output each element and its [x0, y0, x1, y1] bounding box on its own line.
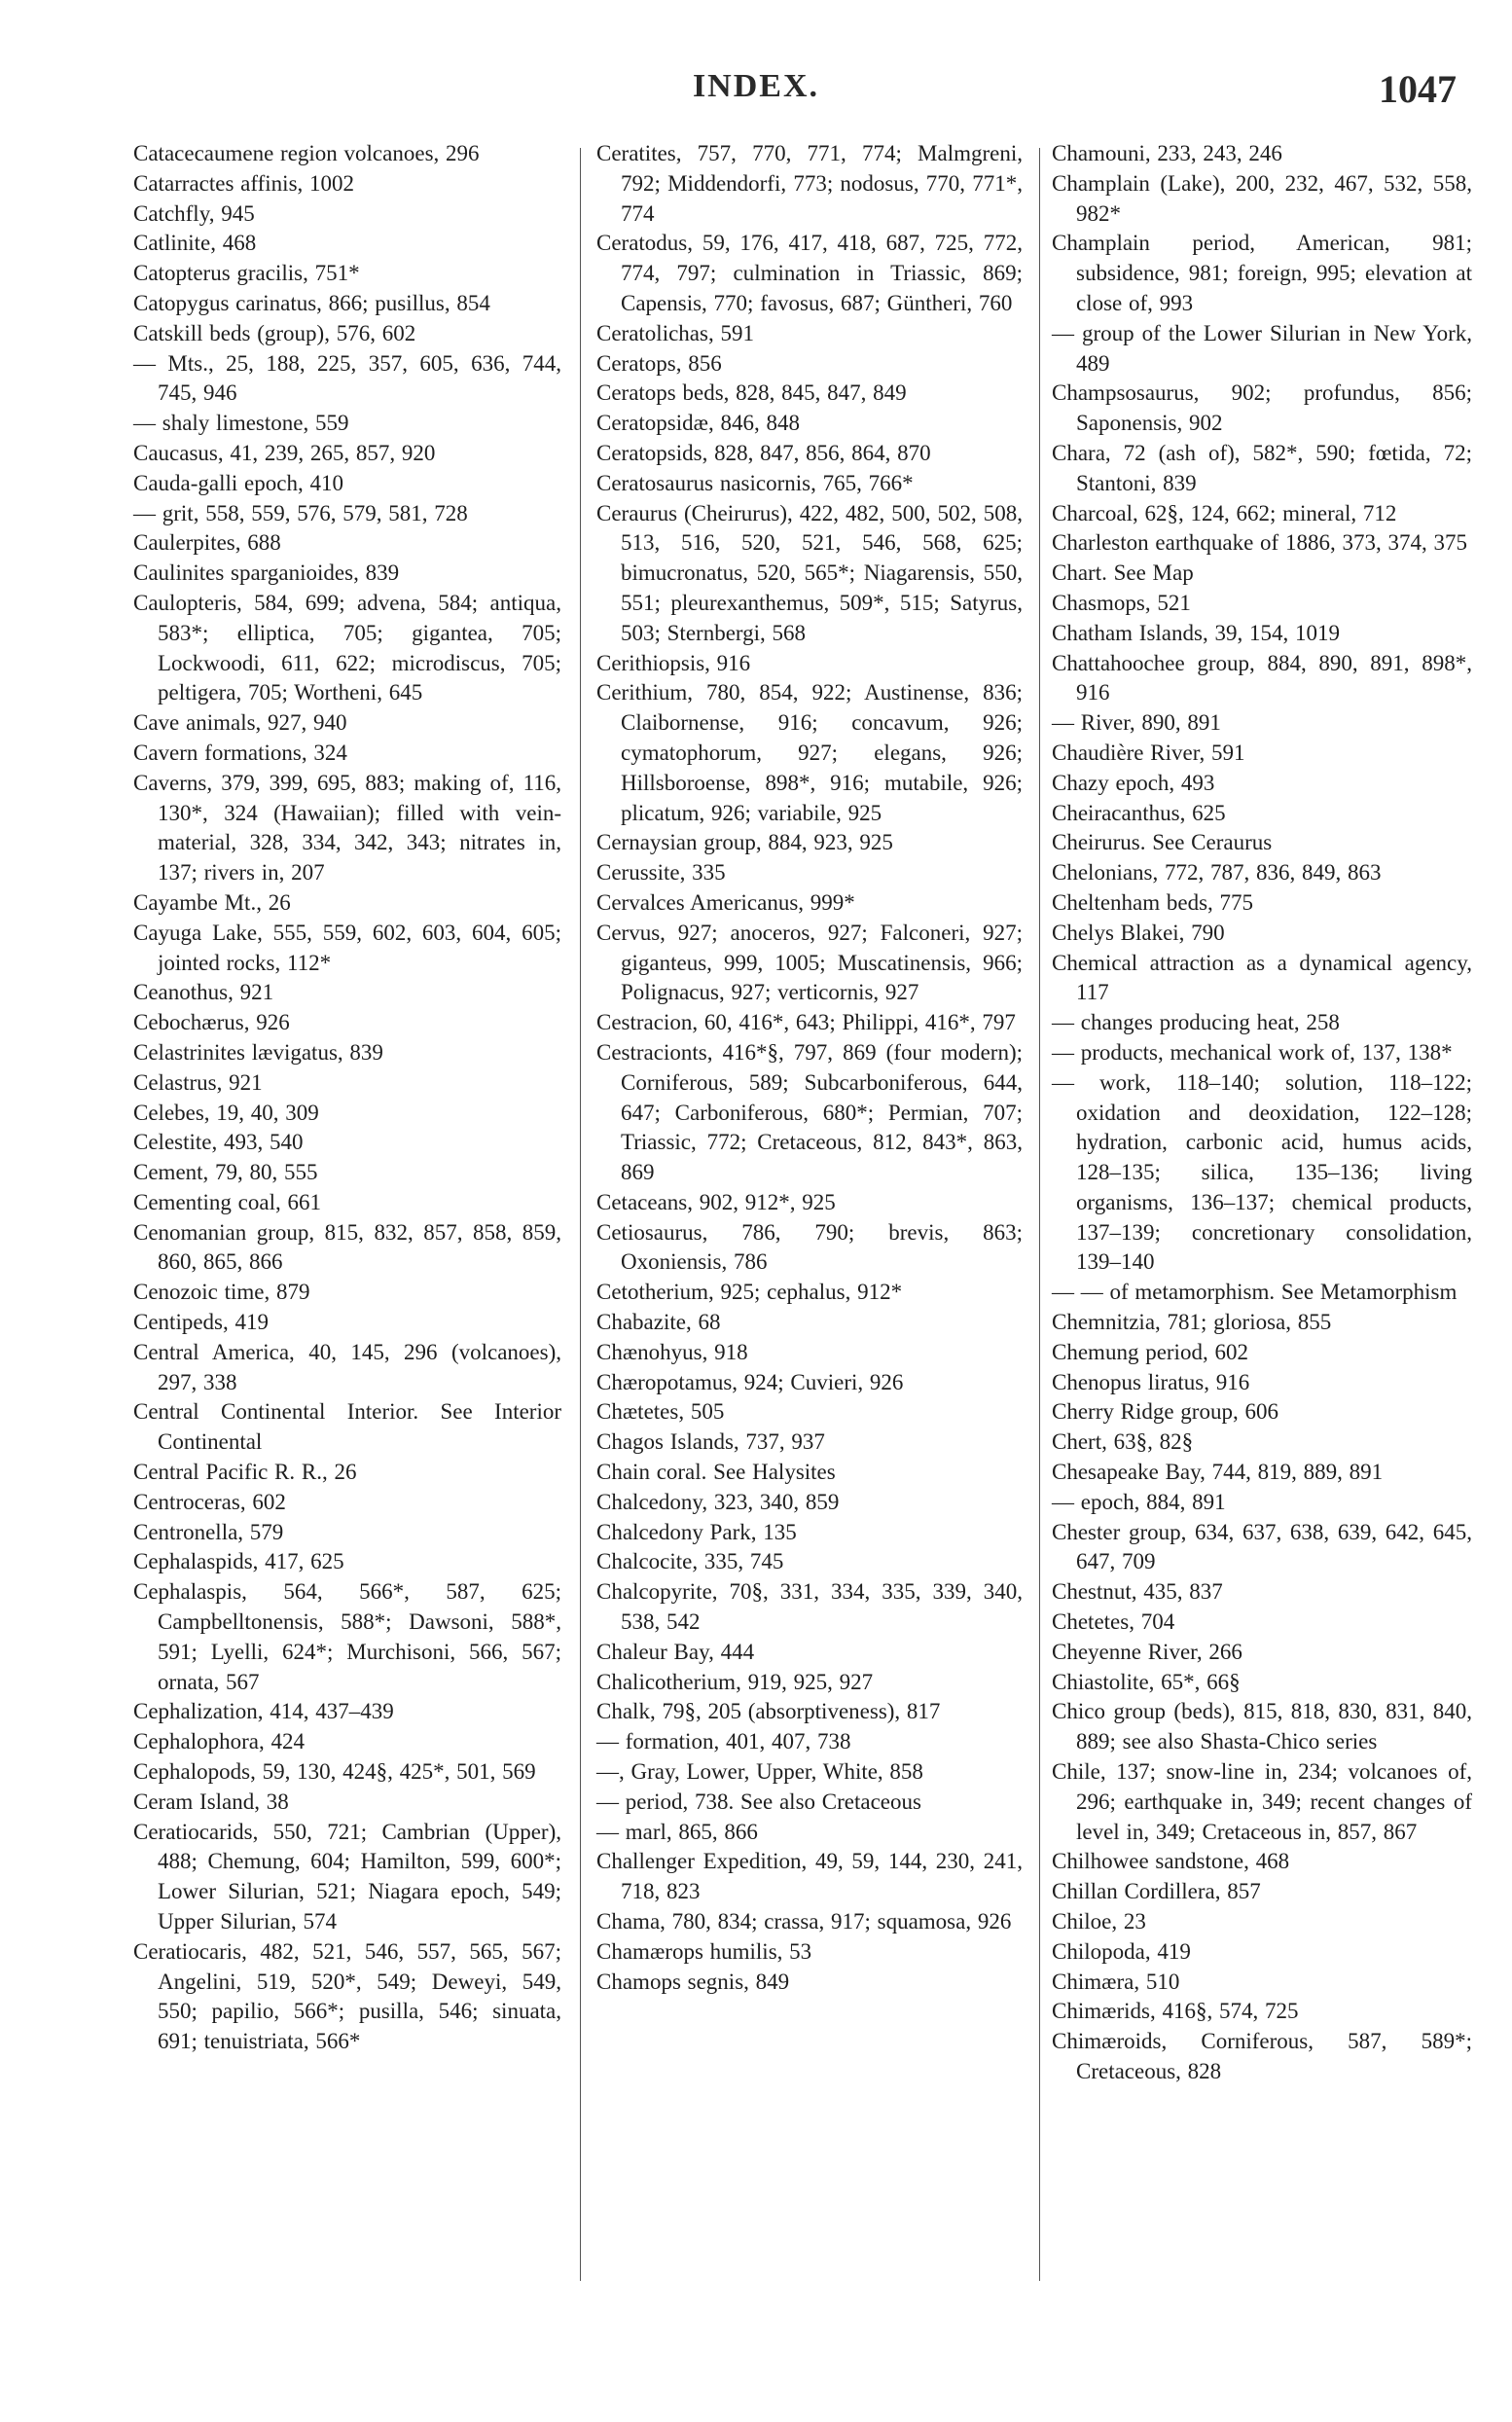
index-entry: Chemung period, 602: [1052, 1339, 1248, 1364]
column-divider: [580, 148, 581, 2281]
index-entry: Ceratiocarids, 550, 721; Cambrian (Upper), 488; Chemung, 604; Hamilton, 599, 600*; Lower Silurian, 521; Niagara epoch, 549; Upper Silurian, 574: [133, 1819, 561, 1934]
index-entry: Chiloe, 23: [1052, 1909, 1146, 1934]
index-entry: Ceanothus, 921: [133, 980, 274, 1005]
index-entry: Cheltenham beds, 775: [1052, 889, 1254, 915]
index-column-2: [596, 139, 1023, 1997]
index-entry: Ceraurus (Cheirurus), 422, 482, 500, 502, 508, 513, 516, 520, 521, 546, 568, 625; bimucronatus, 520, 565*; Niagarensis, 550, 551; pleurexanthemus, 509*, 515; Satyrus, 503; Sternbergi, 568: [596, 500, 1023, 645]
index-entry: Cerithiopsis, 916: [596, 650, 751, 675]
index-entry: — grit, 558, 559, 576, 579, 581, 728: [133, 500, 468, 525]
index-entry: Chalcocite, 335, 745: [596, 1549, 784, 1574]
index-entry: — formation, 401, 407, 738: [596, 1729, 851, 1754]
index-entry: Centipeds, 419: [133, 1310, 269, 1335]
column-divider: [1039, 148, 1040, 2281]
index-entry: Ceratosaurus nasicornis, 765, 766*: [596, 470, 914, 495]
index-entry: Cervus, 927; anoceros, 927; Falconeri, 927; giganteus, 999, 1005; Muscatinensis, 966; Polignacus, 927; verticornis, 927: [596, 920, 1023, 1005]
index-entry: Chesapeake Bay, 744, 819, 889, 891: [1052, 1460, 1384, 1485]
index-entry: Catopygus carinatus, 866; pusillus, 854: [133, 290, 490, 315]
index-entry: Caulinites sparganioides, 839: [133, 560, 400, 586]
index-entry: Chænohyus, 918: [596, 1339, 748, 1364]
index-entry: Chazy epoch, 493: [1052, 770, 1215, 795]
index-entry: Celestite, 493, 540: [133, 1130, 304, 1155]
index-entry: Chemnitzia, 781; gloriosa, 855: [1052, 1310, 1332, 1335]
index-entry: Chillan Cordillera, 857: [1052, 1879, 1261, 1904]
index-entry: Chagos Islands, 737, 937: [596, 1429, 825, 1455]
index-entry: — changes producing heat, 258: [1052, 1010, 1340, 1035]
index-entry: Cerithium, 780, 854, 922; Austinense, 836; Claibornense, 916; concavum, 926; cymatophorum, 927; elegans, 926; Hillsboroense, 898*, 916; mutabile, 926; plicatum, 926; variabile, 925: [596, 680, 1023, 825]
index-entry: Ceratops beds, 828, 845, 847, 849: [596, 380, 907, 406]
index-entry: Chico group (beds), 815, 818, 830, 831, 840, 889; see also Shasta-Chico series: [1052, 1699, 1472, 1754]
index-entry: Chile, 137; snow-line in, 234; volcanoes of, 296; earthquake in, 349; recent changes of level in, 349; Cretaceous in, 857, 867: [1052, 1759, 1472, 1844]
index-entry: Cephalaspids, 417, 625: [133, 1549, 344, 1574]
index-entry: Catchfly, 945: [133, 200, 255, 226]
index-entry: Cenomanian group, 815, 832, 857, 858, 859, 860, 865, 866: [133, 1219, 561, 1275]
index-entry: Cavern formations, 324: [133, 740, 347, 765]
index-entry: Chama, 780, 834; crassa, 917; squamosa, 926: [596, 1909, 1012, 1934]
index-entry: — marl, 865, 866: [596, 1819, 758, 1844]
index-entry: Ceratops, 856: [596, 350, 722, 376]
index-entry: Cayambe Mt., 26: [133, 889, 291, 915]
index-entry: Chenopus liratus, 916: [1052, 1369, 1250, 1394]
index-entry: Cave animals, 927, 940: [133, 710, 347, 736]
index-entry: Chimæroids, Corniferous, 587, 589*; Cretaceous, 828: [1052, 2029, 1472, 2083]
index-entry: — — of metamorphism. See Metamorphism: [1052, 1280, 1458, 1305]
index-entry: — shaly limestone, 559: [133, 411, 349, 436]
index-entry: Cephalization, 414, 437–439: [133, 1699, 394, 1724]
index-entry: Chæropotamus, 924; Cuvieri, 926: [596, 1369, 904, 1394]
index-entry: Ceratiocaris, 482, 521, 546, 557, 565, 567; Angelini, 519, 520*, 549; Deweyi, 549, 550; papilio, 566*; pusilla, 546; sinuata, 691; tenuistriata, 566*: [133, 1938, 561, 2054]
index-entry: Chalcedony, 323, 340, 859: [596, 1489, 840, 1514]
index-entry: Chiastolite, 65*, 66§: [1052, 1669, 1241, 1694]
index-entry: Catacecaumene region volcanoes, 296: [133, 141, 480, 165]
index-column-1: [133, 139, 561, 2057]
index-entry: Caucasus, 41, 239, 265, 857, 920: [133, 440, 436, 465]
index-entry: Central Continental Interior. See Interior Continental: [133, 1399, 561, 1455]
index-entry: Central America, 40, 145, 296 (volcanoes), 297, 338: [133, 1339, 561, 1394]
page-number: 1047: [1379, 67, 1457, 111]
index-entry: Chester group, 634, 637, 638, 639, 642, 645, 647, 709: [1052, 1519, 1472, 1574]
index-entry: — group of the Lower Silurian in New York, 489: [1052, 320, 1472, 376]
index-entry: Cernaysian group, 884, 923, 925: [596, 830, 893, 855]
index-entry: Cephalaspis, 564, 566*, 587, 625; Campbelltonensis, 588*; Dawsoni, 588*, 591; Lyelli, 624*; Murchisoni, 566, 567; ornata, 567: [133, 1579, 561, 1694]
index-entry: Cheyenne River, 266: [1052, 1639, 1242, 1664]
index-entry: Cervalces Americanus, 999*: [596, 889, 855, 915]
index-entry: Ceram Island, 38: [133, 1789, 289, 1814]
index-entry: Charcoal, 62§, 124, 662; mineral, 712: [1052, 500, 1397, 525]
index-entry: Celebes, 19, 40, 309: [133, 1100, 319, 1125]
index-entry: Ceratites, 757, 770, 771, 774; Malmgreni, 792; Middendorfi, 773; nodosus, 770, 771*, 774: [596, 141, 1023, 226]
index-entry: Cetiosaurus, 786, 790; brevis, 863; Oxoniensis, 786: [596, 1219, 1023, 1275]
page-title: INDEX.: [692, 68, 820, 104]
index-entry: Chasmops, 521: [1052, 590, 1191, 615]
index-column-3: [1052, 139, 1472, 2087]
index-entry: Chalcopyrite, 70§, 331, 334, 335, 339, 340, 538, 542: [596, 1579, 1023, 1635]
index-entry: — River, 890, 891: [1052, 710, 1221, 736]
index-entry: —, Gray, Lower, Upper, White, 858: [596, 1759, 923, 1785]
index-entry: Cement, 79, 80, 555: [133, 1160, 318, 1185]
index-entry: Centronella, 579: [133, 1519, 284, 1544]
index-entry: Chestnut, 435, 837: [1052, 1579, 1223, 1605]
index-entry: Cementing coal, 661: [133, 1189, 321, 1214]
index-entry: Catarractes affinis, 1002: [133, 170, 355, 196]
index-entry: Chelonians, 772, 787, 836, 849, 863: [1052, 860, 1382, 886]
index-entry: Chalk, 79§, 205 (absorptiveness), 817: [596, 1699, 941, 1724]
index-entry: Caulopteris, 584, 699; advena, 584; antiqua, 583*; elliptica, 705; gigantea, 705; Lockwoodi, 611, 622; microdiscus, 705; peltigera, 705; Wortheni, 645: [133, 590, 561, 705]
index-entry: Cetaceans, 902, 912*, 925: [596, 1189, 836, 1214]
index-entry: Chimærids, 416§, 574, 725: [1052, 1999, 1299, 2024]
index-entry: Cherry Ridge group, 606: [1052, 1399, 1278, 1425]
index-entry: Chimæra, 510: [1052, 1969, 1180, 1994]
index-entry: Catopterus gracilis, 751*: [133, 261, 360, 286]
index-entry: Champsosaurus, 902; profundus, 856; Saponensis, 902: [1052, 380, 1472, 436]
index-entry: Chamops segnis, 849: [596, 1969, 790, 1994]
index-entry: Cauda-galli epoch, 410: [133, 470, 343, 495]
index-entry: — work, 118–140; solution, 118–122; oxidation and deoxidation, 122–128; hydration, carbonic acid, humus acids, 128–135; silica, 135–136; living organisms, 136–137; chemical products, 137–139; concretionary consolidation, 139–140: [1052, 1069, 1472, 1275]
index-entry: Catlinite, 468: [133, 231, 257, 256]
index-entry: Chaudière River, 591: [1052, 740, 1245, 765]
index-entry: Charleston earthquake of 1886, 373, 374, 375: [1052, 530, 1467, 556]
index-entry: Chalicotherium, 919, 925, 927: [596, 1669, 874, 1694]
index-entry: Cerussite, 335: [596, 860, 726, 886]
index-entry: Cayuga Lake, 555, 559, 602, 603, 604, 605; jointed rocks, 112*: [133, 920, 561, 975]
index-entry: Caulerpites, 688: [133, 530, 281, 556]
index-entry: — Mts., 25, 188, 225, 357, 605, 636, 744, 745, 946: [133, 350, 561, 406]
index-entry: Chamouni, 233, 243, 246: [1052, 141, 1282, 165]
index-entry: Chert, 63§, 82§: [1052, 1429, 1194, 1455]
index-entry: Central Pacific R. R., 26: [133, 1460, 357, 1485]
index-entry: Chain coral. See Halysites: [596, 1460, 836, 1485]
index-entry: Chilopoda, 419: [1052, 1938, 1191, 1964]
index-entry: Celastrus, 921: [133, 1069, 263, 1095]
index-entry: Caverns, 379, 399, 695, 883; making of, 116, 130*, 324 (Hawaiian); filled with vein-material, 328, 334, 342, 343; nitrates in, 137; rivers in, 207: [133, 770, 561, 886]
index-entry: Catskill beds (group), 576, 602: [133, 320, 416, 345]
index-entry: Chemical attraction as a dynamical agency, 117: [1052, 950, 1472, 1005]
index-entry: Chabazite, 68: [596, 1310, 721, 1335]
index-entry: — epoch, 884, 891: [1052, 1489, 1226, 1514]
index-entry: Centroceras, 602: [133, 1489, 286, 1514]
index-entry: Cephalophora, 424: [133, 1729, 306, 1754]
index-entry: Ceratopsids, 828, 847, 856, 864, 870: [596, 440, 931, 465]
index-entry: Chamærops humilis, 53: [596, 1938, 812, 1964]
index-entry: Celastrinites lævigatus, 839: [133, 1039, 383, 1065]
index-entry: Chatham Islands, 39, 154, 1019: [1052, 620, 1340, 645]
index-entry: Chetetes, 704: [1052, 1609, 1175, 1635]
index-entry: — period, 738. See also Cretaceous: [596, 1789, 921, 1814]
index-entry: Chaleur Bay, 444: [596, 1639, 755, 1664]
index-entry: Chelys Blakei, 790: [1052, 920, 1225, 945]
index-entry: Cetotherium, 925; cephalus, 912*: [596, 1280, 903, 1305]
index-entry: Ceratolichas, 591: [596, 320, 754, 345]
index-entry: Cestracion, 60, 416*, 643; Philippi, 416*, 797: [596, 1010, 1016, 1035]
index-entry: Challenger Expedition, 49, 59, 144, 230, 241, 718, 823: [596, 1849, 1023, 1904]
index-entry: Chattahoochee group, 884, 890, 891, 898*, 916: [1052, 650, 1472, 705]
index-entry: Chalcedony Park, 135: [596, 1519, 797, 1544]
index-entry: Ceratodus, 59, 176, 417, 418, 687, 725, 772, 774, 797; culmination in Triassic, 869; Capensis, 770; favosus, 687; Güntheri, 760: [596, 231, 1023, 315]
index-entry: Cheirurus. See Ceraurus: [1052, 830, 1273, 855]
index-entry: Chætetes, 505: [596, 1399, 725, 1425]
index-entry: Cheiracanthus, 625: [1052, 800, 1226, 825]
index-entry: — products, mechanical work of, 137, 138*: [1052, 1039, 1453, 1065]
index-entry: Champlain period, American, 981; subsidence, 981; foreign, 995; elevation at close of, 993: [1052, 231, 1472, 315]
index-entry: Cephalopods, 59, 130, 424§, 425*, 501, 569: [133, 1759, 536, 1785]
index-entry: Chilhowee sandstone, 468: [1052, 1849, 1290, 1874]
index-entry: Chart. See Map: [1052, 560, 1194, 586]
index-entry: Ceratopsidæ, 846, 848: [596, 411, 800, 436]
index-entry: Champlain (Lake), 200, 232, 467, 532, 558, 982*: [1052, 170, 1472, 226]
index-entry: Cebochærus, 926: [133, 1010, 290, 1035]
index-entry: Cestracionts, 416*§, 797, 869 (four modern); Corniferous, 589; Subcarboniferous, 644, 647; Carboniferous, 680*; Permian, 707; Triassic, 772; Cretaceous, 812, 843*, 863, 869: [596, 1039, 1023, 1185]
index-entry: Chara, 72 (ash of), 582*, 590; fœtida, 72; Stantoni, 839: [1052, 440, 1472, 495]
index-entry: Cenozoic time, 879: [133, 1280, 310, 1305]
